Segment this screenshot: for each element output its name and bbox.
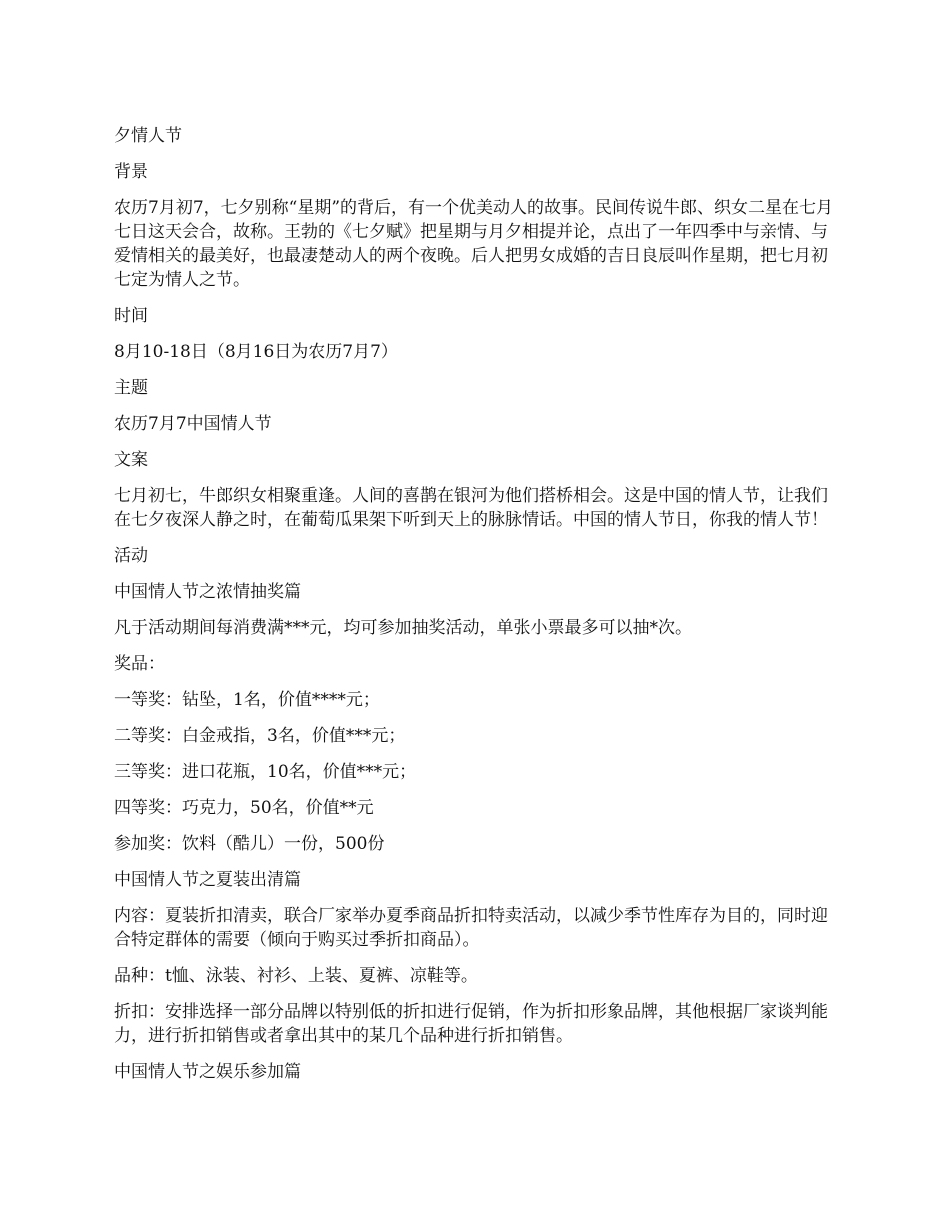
- paragraph-clearance-content: 内容：夏装折扣清卖，联合厂家举办夏季商品折扣特卖活动，以减少季节性库存为目的，同时迎合特定群体的需要（倾向于购买过季折扣商品）。: [114, 906, 828, 950]
- prize-participation: 参加奖：饮料（酷儿）一份，500份: [114, 834, 385, 854]
- paragraph-lottery: 凡于活动期间每消费满***元，均可参加抽奖活动，单张小票最多可以抽*次。: [114, 618, 692, 638]
- section-heading-copy: 文案: [114, 450, 148, 470]
- paragraph-theme: 农历7月7中国情人节: [114, 414, 272, 434]
- paragraph-clearance-discount: 折扣：安排选择一部分品牌以特别低的折扣进行促销，作为折扣形象品牌，其他根据厂家谈判能力，进行折扣销售或者拿出其中的某几个品种进行折扣销售。: [114, 1002, 828, 1046]
- section-heading-time: 时间: [114, 306, 148, 326]
- subheading-entertainment: 中国情人节之娱乐参加篇: [114, 1062, 301, 1082]
- prize-first: 一等奖：钻坠，1名，价值****元；: [114, 690, 380, 710]
- paragraph-copy: 七月初七，牛郎织女相聚重逢。人间的喜鹊在银河为他们搭桥相会。这是中国的情人节，让我们在七夕夜深人静之时，在葡萄瓜果架下听到天上的脉脉情话。中国的情人节日，你我的情人节！: [114, 486, 828, 530]
- document-body: [114, 124, 842, 1096]
- prize-fourth: 四等奖：巧克力，50名，价值**元: [114, 798, 374, 818]
- paragraph-time: 8月10-18日（8月16日为农历7月7）: [114, 342, 398, 362]
- section-heading-theme: 主题: [114, 378, 148, 398]
- prize-second: 二等奖：白金戒指，3名，价值***元；: [114, 726, 406, 746]
- doc-title: 夕情人节: [114, 126, 182, 146]
- paragraph-background: 农历7月初7，七夕别称“星期”的背后，有一个优美动人的故事。民间传说牛郎、织女二星在七月七日这天会合，故称。王勃的《七夕赋》把星期与月夕相提并论，点出了一年四季中与亲情、与爱情相关的最美好，也最凄楚动人的两个夜晚。后人把男女成婚的吉日良辰叫作星期，把七月初七定为情人之节。: [114, 198, 834, 290]
- prize-third: 三等奖：进口花瓶，10名，价值***元；: [114, 762, 417, 782]
- paragraph-clearance-varieties: 品种：t恤、泳装、衬衫、上装、夏裤、凉鞋等。: [114, 966, 478, 986]
- section-heading-background: 背景: [114, 162, 148, 182]
- section-heading-activities: 活动: [114, 546, 148, 566]
- subheading-lottery: 中国情人节之浓情抽奖篇: [114, 582, 301, 602]
- prizes-label: 奖品：: [114, 654, 165, 674]
- subheading-summer-clearance: 中国情人节之夏装出清篇: [114, 870, 301, 890]
